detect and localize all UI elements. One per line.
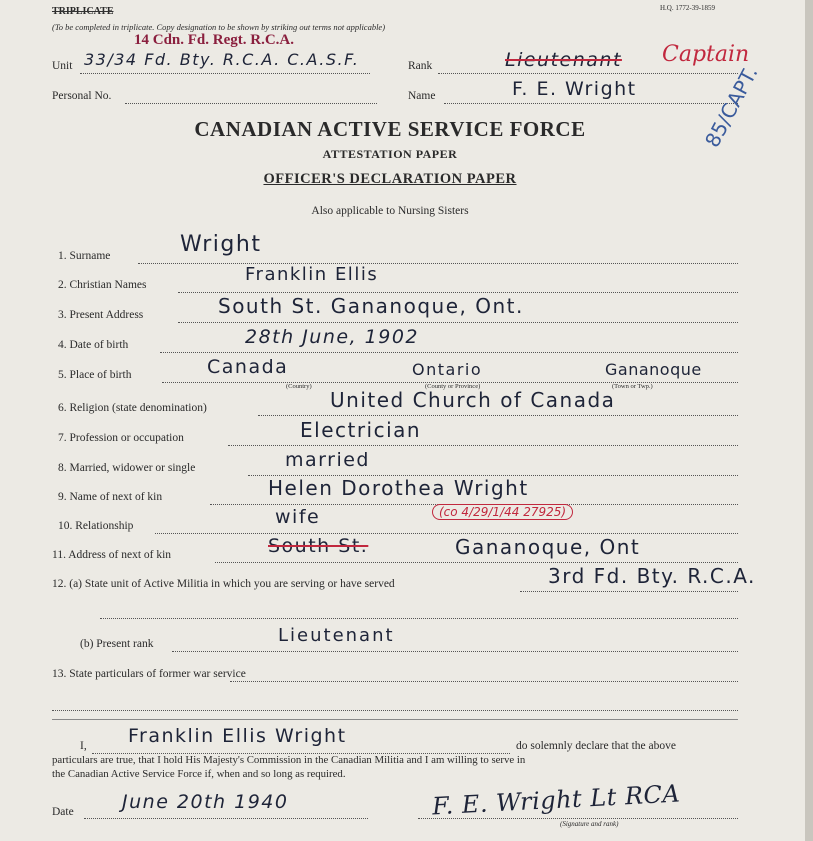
- province-caption: (County or Province): [425, 383, 481, 390]
- field-9-label: 9. Name of next of kin: [58, 491, 163, 503]
- birth-date-value: 28th June, 1902: [245, 326, 420, 348]
- rank-corrected: Captain: [662, 42, 750, 67]
- declaration-title: OFFICER'S DECLARATION PAPER: [263, 171, 517, 187]
- field-6-label: 6. Religion (state denomination): [58, 402, 207, 414]
- signature: F. E. Wright Lt RCA: [431, 779, 681, 821]
- field-7-label: 7. Profession or occupation: [58, 432, 184, 444]
- birth-town-value: Gananoque: [605, 360, 702, 379]
- signature-caption: (Signature and rank): [560, 820, 619, 828]
- unit-value: 33/34 Fd. Bty. R.C.A. C.A.S.F.: [84, 50, 360, 69]
- declarant-name: Franklin Ellis Wright: [128, 725, 347, 747]
- field-13-line: [230, 681, 738, 682]
- name-value: F. E. Wright: [512, 78, 637, 100]
- name-label: Name: [408, 90, 436, 102]
- field-4-line: [160, 352, 738, 353]
- birth-province-value: Ontario: [412, 360, 483, 379]
- unit-label: Unit: [52, 60, 73, 72]
- field-5-label: 5. Place of birth: [58, 369, 132, 381]
- militia-unit-value: 3rd Fd. Bty. R.C.A.: [548, 564, 756, 588]
- field-10-line: [155, 533, 738, 534]
- field-6-line: [258, 415, 738, 416]
- field-1-line: [138, 263, 738, 264]
- field-11-line: [215, 562, 738, 563]
- present-rank-value: Lieutenant: [278, 625, 395, 646]
- declaration-line-3: the Canadian Active Service Force if, when and so long as required.: [52, 768, 346, 780]
- form-number: H.Q. 1772-39-1859: [660, 4, 716, 12]
- date-line: [84, 818, 368, 819]
- rank-label: Rank: [408, 60, 433, 72]
- nursing-note: Also applicable to Nursing Sisters: [311, 205, 469, 217]
- field-12a-line: [520, 591, 738, 592]
- triplicate-label: TRIPLICATE: [52, 6, 114, 17]
- field-12b-label: (b) Present rank: [80, 638, 154, 650]
- unit-stamp: 14 Cdn. Fd. Regt. R.C.A.: [134, 32, 295, 48]
- name-line: [444, 103, 738, 104]
- unit-line: [80, 73, 370, 74]
- surname-value: Wright: [180, 232, 262, 257]
- rank-line: [438, 73, 738, 74]
- field-10-label: 10. Relationship: [58, 520, 134, 532]
- rank-struck: Lieutenant: [505, 49, 622, 71]
- sub-title: ATTESTATION PAPER: [322, 147, 458, 161]
- field-13-line-2: [52, 710, 738, 711]
- field-4-label: 4. Date of birth: [58, 339, 129, 351]
- marital-value: married: [285, 449, 370, 471]
- declaration-line-1: do solemnly declare that the above: [516, 740, 676, 752]
- address-value: South St. Gananoque, Ont.: [218, 294, 524, 318]
- next-of-kin-value: Helen Dorothea Wright: [268, 476, 529, 500]
- instruction-note: (To be completed in triplicate. Copy designation to be shown by striking out terms not applicable): [52, 22, 386, 32]
- field-2-label: 2. Christian Names: [58, 279, 147, 291]
- field-11-label: 11. Address of next of kin: [52, 549, 172, 561]
- declaration-line-2: particulars are true, that I hold His Majesty's Commission in the Canadian Militia and I am willing to serve in: [52, 754, 526, 766]
- birth-country-value: Canada: [207, 356, 289, 378]
- kin-address-struck: South St.: [268, 535, 369, 557]
- main-title: CANADIAN ACTIVE SERVICE FORCE: [194, 117, 586, 141]
- kin-address-value: Gananoque, Ont: [455, 535, 641, 559]
- date-label: Date: [52, 806, 74, 818]
- declaration-i: I,: [80, 740, 87, 752]
- country-caption: (Country): [286, 383, 312, 390]
- field-12a-label: 12. (a) State unit of Active Militia in which you are serving or have served: [52, 578, 395, 590]
- section-divider: [52, 719, 738, 720]
- profession-value: Electrician: [300, 418, 422, 442]
- field-12a-line-2: [100, 618, 738, 619]
- religion-value: United Church of Canada: [330, 388, 616, 412]
- field-3-line: [178, 322, 738, 323]
- field-3-label: 3. Present Address: [58, 309, 144, 321]
- blue-annotation: 85/CAPT.: [700, 62, 763, 152]
- red-reference-note: (co 4/29/1/44 27925): [432, 504, 573, 520]
- town-caption: (Town or Twp.): [612, 383, 653, 390]
- personal-no-label: Personal No.: [52, 90, 112, 102]
- christian-names-value: Franklin Ellis: [245, 264, 379, 285]
- personal-no-line: [125, 103, 377, 104]
- field-8-label: 8. Married, widower or single: [58, 462, 196, 474]
- page-edge: [805, 0, 813, 841]
- field-7-line: [228, 445, 738, 446]
- field-13-label: 13. State particulars of former war service: [52, 668, 246, 680]
- field-1-label: 1. Surname: [58, 250, 111, 262]
- field-12b-line: [172, 651, 738, 652]
- relationship-value: wife: [275, 506, 321, 528]
- date-value: June 20th 1940: [122, 791, 289, 813]
- field-2-line: [178, 292, 738, 293]
